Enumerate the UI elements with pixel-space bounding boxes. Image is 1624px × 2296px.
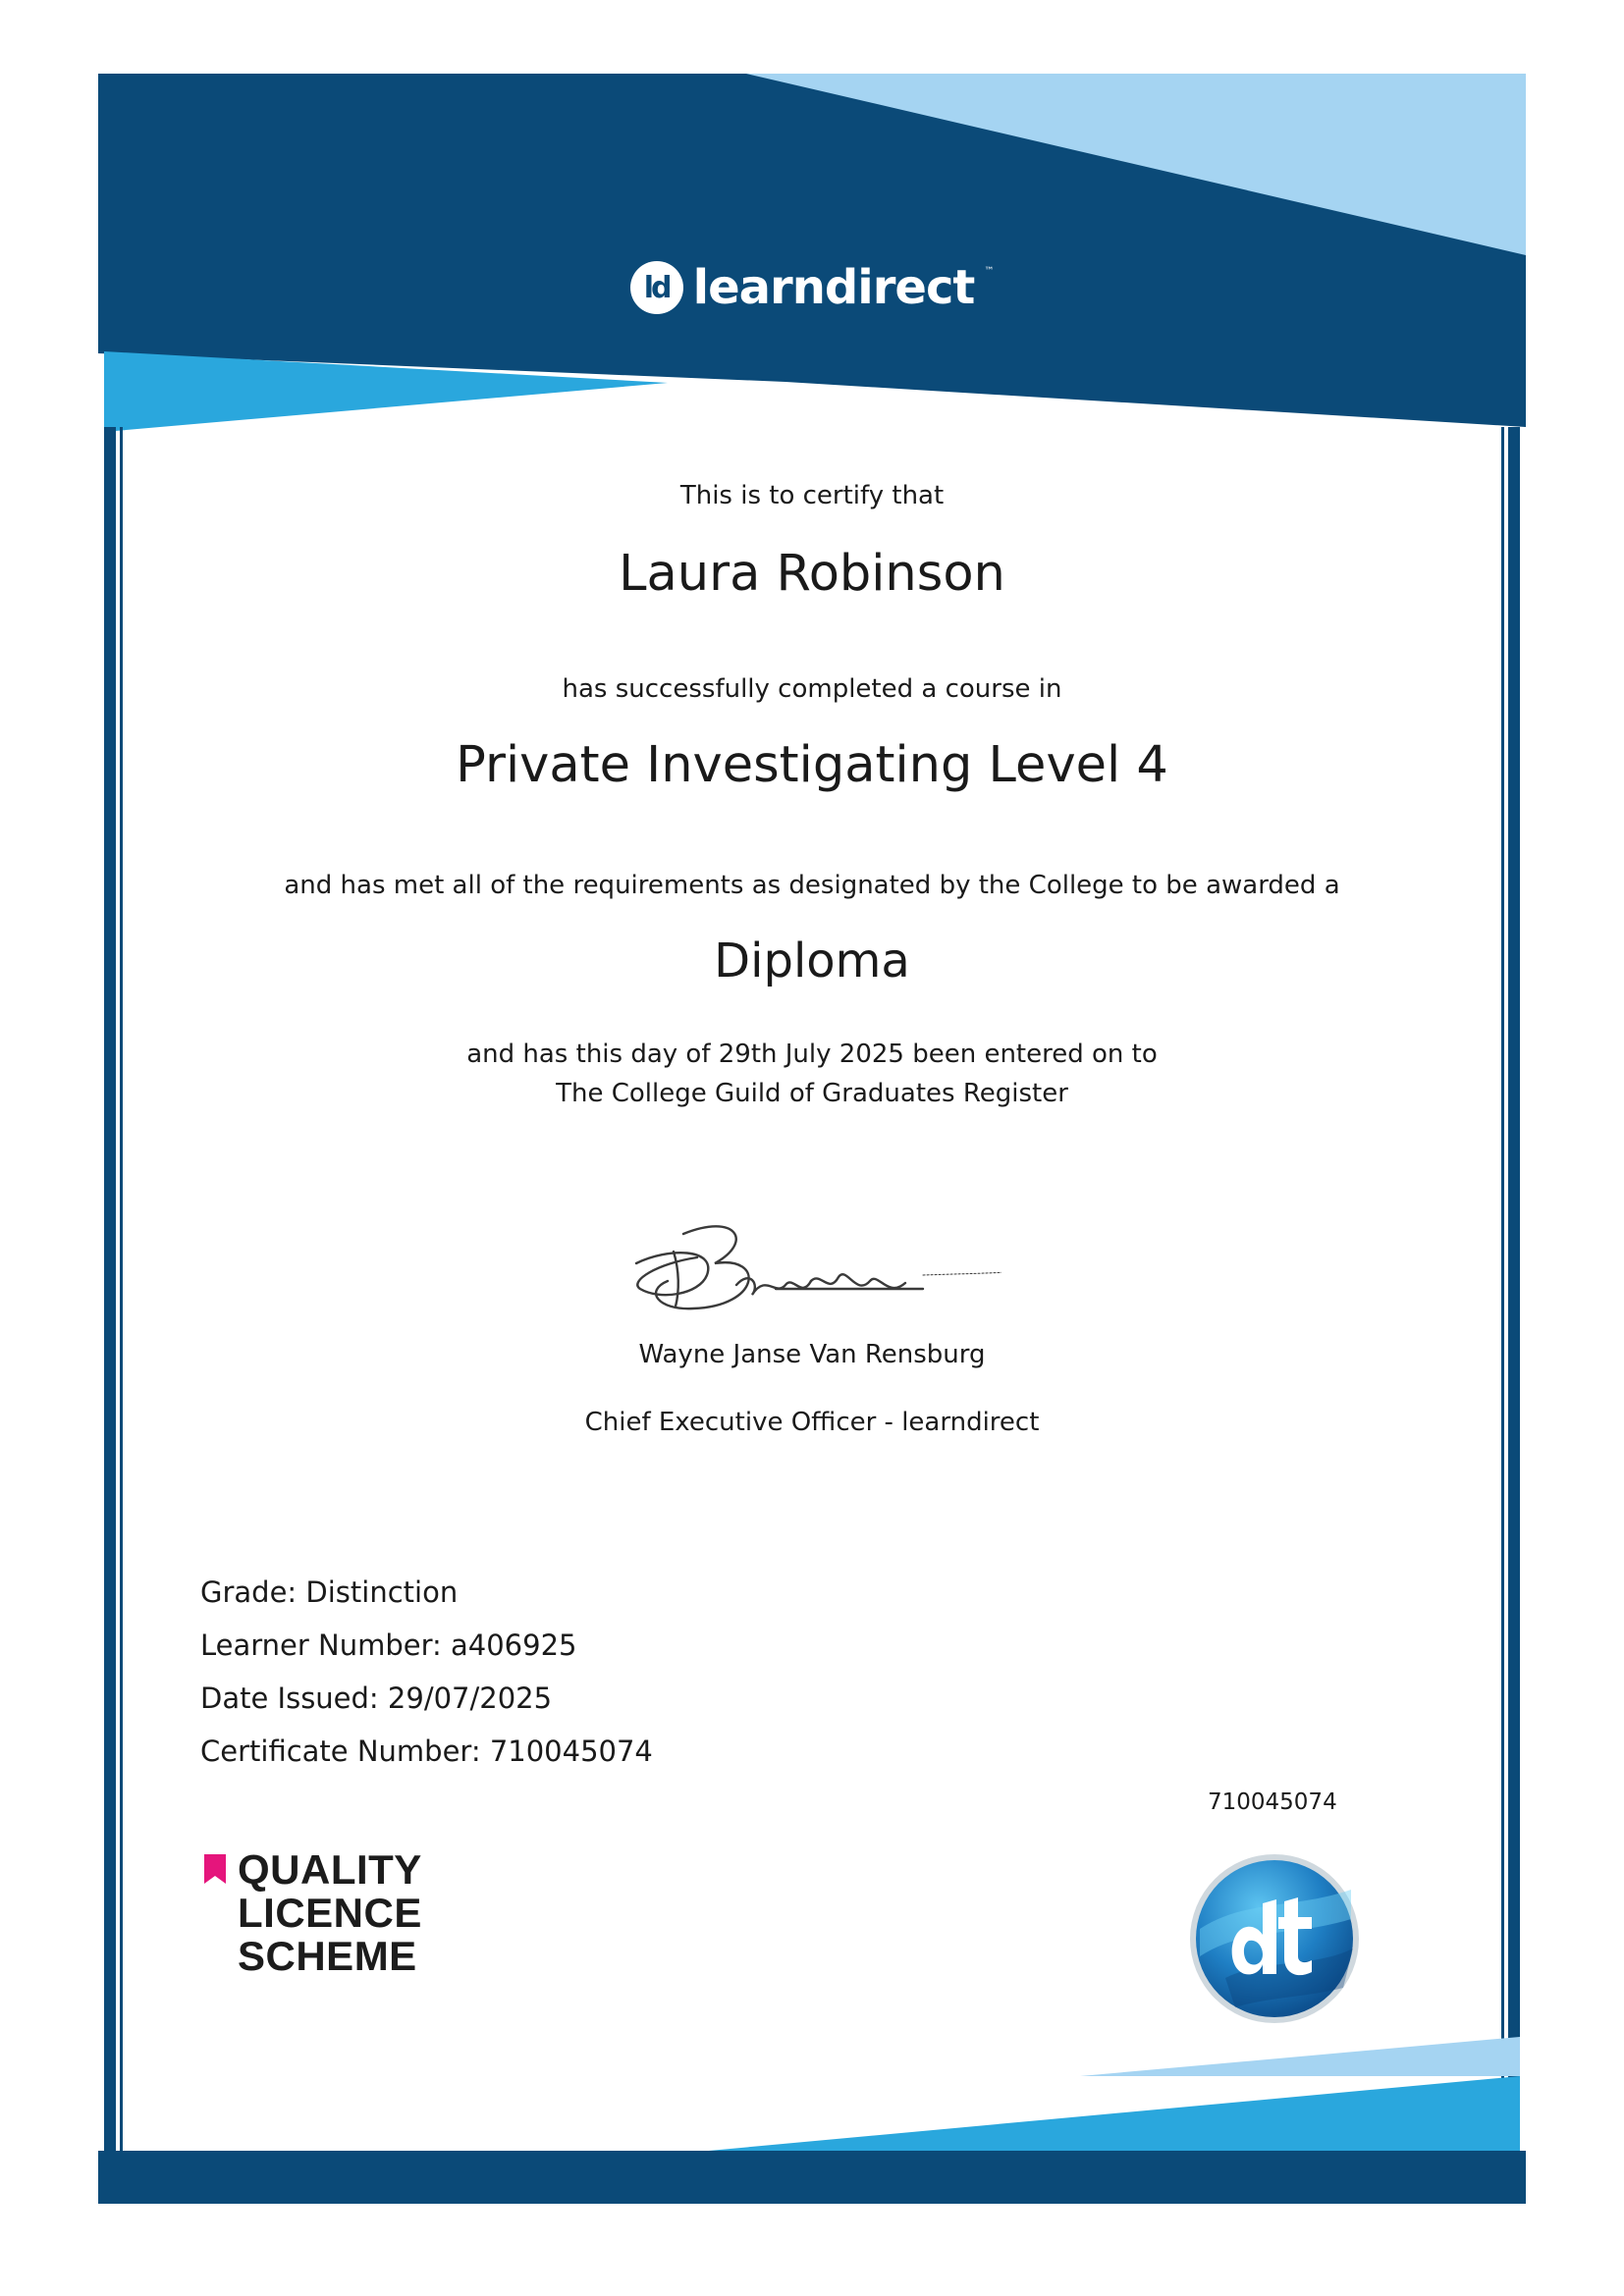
certificate-number: Certificate Number: 710045074 (200, 1735, 653, 1768)
logo-wordmark: learndirect (692, 260, 975, 315)
logo-mark: ld (630, 261, 683, 314)
course-title: Private Investigating Level 4 (456, 736, 1168, 794)
signatory-title: Chief Executive Officer - learndirect (584, 1408, 1040, 1437)
requirements-text: and has met all of the requirements as designated by the College to be awarded a (284, 871, 1340, 900)
quality-licence-scheme-logo (204, 1848, 422, 1978)
award-title: Diploma (714, 934, 910, 988)
footer-navy-band (98, 2151, 1526, 2204)
date-issued: Date Issued: 29/07/2025 (200, 1682, 553, 1715)
footer-sky-wedge (687, 2076, 1520, 2153)
entered-line-2: The College Guild of Graduates Register (556, 1079, 1068, 1108)
recipient-name: Laura Robinson (619, 545, 1005, 603)
footer-pale-wedge (1080, 2037, 1520, 2076)
signature-image (628, 1212, 1001, 1330)
signatory-name: Wayne Janse Van Rensburg (638, 1340, 986, 1369)
serial-number: 710045074 (1208, 1789, 1337, 1815)
logo-trademark: ™ (984, 266, 995, 277)
entered-line-1: and has this day of 29th July 2025 been entered on to (466, 1040, 1158, 1069)
qls-line-1: QUALITY (238, 1846, 422, 1893)
learner-number: Learner Number: a406925 (200, 1629, 577, 1662)
completed-text: has successfully completed a course in (562, 674, 1062, 704)
qls-line-3: SCHEME (238, 1933, 417, 1979)
intro-text: This is to certify that (679, 481, 945, 510)
grade: Grade: Distinction (200, 1575, 459, 1609)
certificate (98, 74, 1526, 2204)
learndirect-logo (98, 260, 1526, 315)
learndirect-seal-icon (1186, 1850, 1363, 2027)
bookmark-flag-icon (204, 1854, 226, 1884)
quality-licence-scheme-text (238, 1848, 422, 1978)
qls-line-2: LICENCE (238, 1890, 422, 1936)
